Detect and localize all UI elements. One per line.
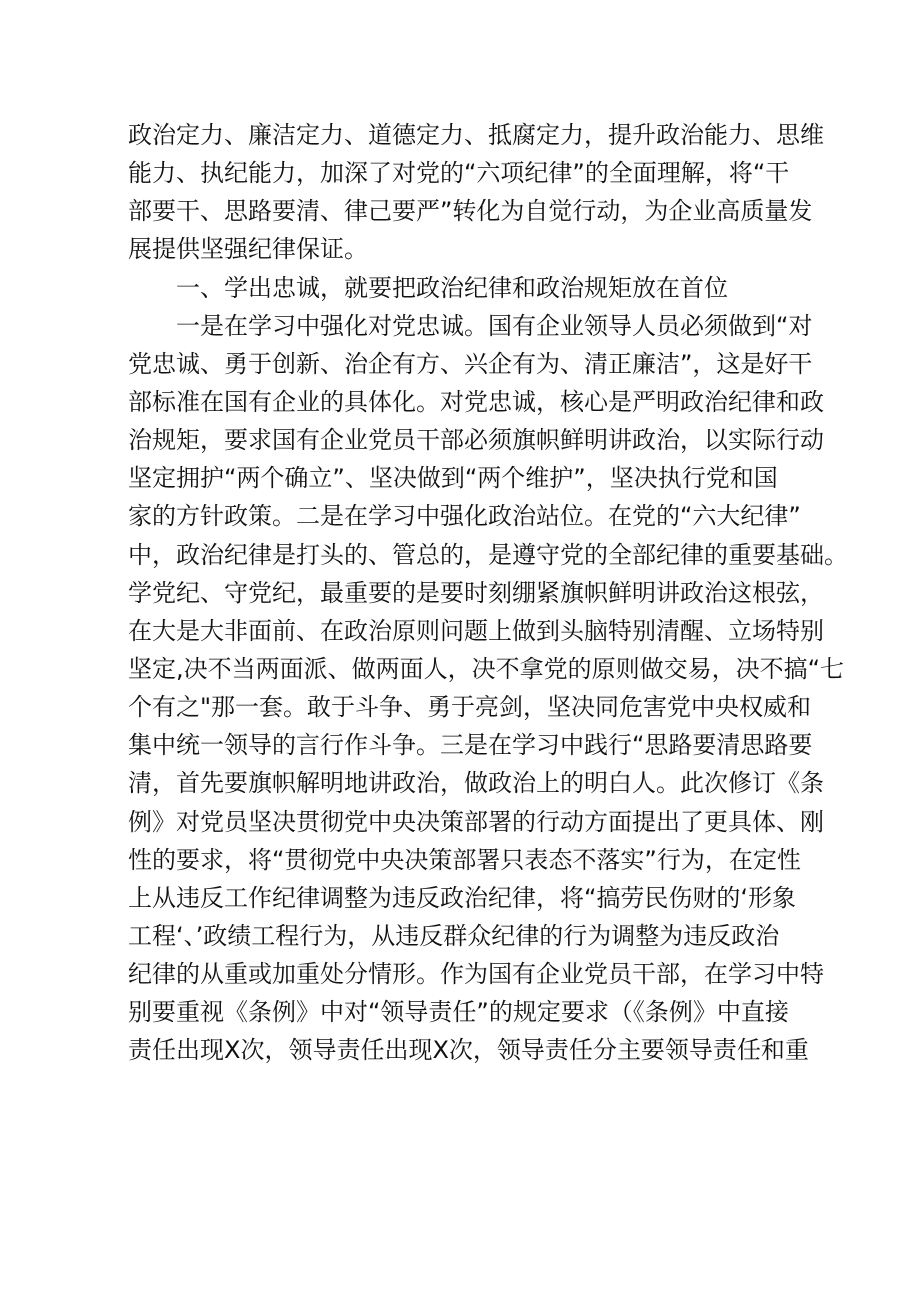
text-line: 性的要求，将“贯彻党中央决策部署只表态不落实”行为，在定性 xyxy=(128,845,801,874)
text-line: 清，首先要旗帜解明地讲政治，做政治上的明白人。此次修订《条 xyxy=(128,769,824,798)
text-line: 在大是大非面前、在政治原则问题上做到头脑特别清醒、立场特别 xyxy=(128,616,824,645)
text-line: 个有之"那一套。敢于斗争、勇于亮剑，坚决同危害党中央权威和 xyxy=(128,693,812,722)
text-line: 部标准在国有企业的具体化。对党忠诚，核心是严明政治纪律和政 xyxy=(128,387,824,416)
text-line: 学党纪、守党纪，最重要的是要时刻绷紧旗帜鲜明讲政治这根弦， xyxy=(128,578,824,607)
text-line: 部要干、思路要清、律己要严”转化为自觉行动，为企业高质量发 xyxy=(128,197,813,226)
text-line: 政治定力、廉洁定力、道德定力、抵腐定力，提升政治能力、思维 xyxy=(128,121,824,149)
text-line: 治规矩，要求国有企业党员干部必须旗帜鲜明讲政治，以实际行动 xyxy=(128,426,824,455)
section-heading: 一、学出忠诚，就要把政治纪律和政治规矩放在首位 xyxy=(176,273,728,302)
text-line: 别要重视《条例》中对“领导责任”的规定要求（《条例》中直接 xyxy=(128,998,789,1027)
text-line: 一是在学习中强化对党忠诚。国有企业领导人员必须做到“对 xyxy=(176,311,813,340)
text-line: 上从违反工作纪律调整为违反政治纪律，将“搞劳民伤财的‘形象 xyxy=(128,883,797,912)
text-line: 纪律的从重或加重处分情形。作为国有企业党员干部，在学习中特 xyxy=(128,960,824,989)
document-body xyxy=(128,116,848,1070)
text-line: 家的方针政策。二是在学习中强化政治站位。在党的“六大纪律” xyxy=(128,502,801,531)
text-line: 展提供坚强纪律保证。 xyxy=(128,235,368,264)
text-line: 集中统一领导的言行作斗争。三是在学习中践行“思路要清思路要 xyxy=(128,731,813,760)
text-line: 例》对党员坚决贯彻党中央决策部署的行动方面提出了更具体、刚 xyxy=(128,807,824,836)
text-line: 工程‘、’政绩工程行为，从违反群众纪律的行为调整为违反政治 xyxy=(128,921,780,950)
text-line: 责任出现X次，领导责任出现X次，领导责任分主要领导责任和重 xyxy=(128,1036,809,1065)
text-line: 坚定,决不当两面派、做两面人，决不拿党的原则做交易，决不搞“七 xyxy=(128,654,845,683)
text-line: 党忠诚、勇于创新、治企有方、兴企有为、清正廉洁”，这是好干 xyxy=(128,349,813,378)
text-line: 中，政治纪律是打头的、管总的，是遵守党的全部纪律的重要基础。 xyxy=(128,540,848,569)
text-line: 坚定拥护“两个确立”、坚决做到“两个维护”，坚决执行党和国 xyxy=(128,464,778,493)
text-line: 能力、执纪能力，加深了对党的“六项纪律”的全面理解，将“干 xyxy=(128,159,790,188)
